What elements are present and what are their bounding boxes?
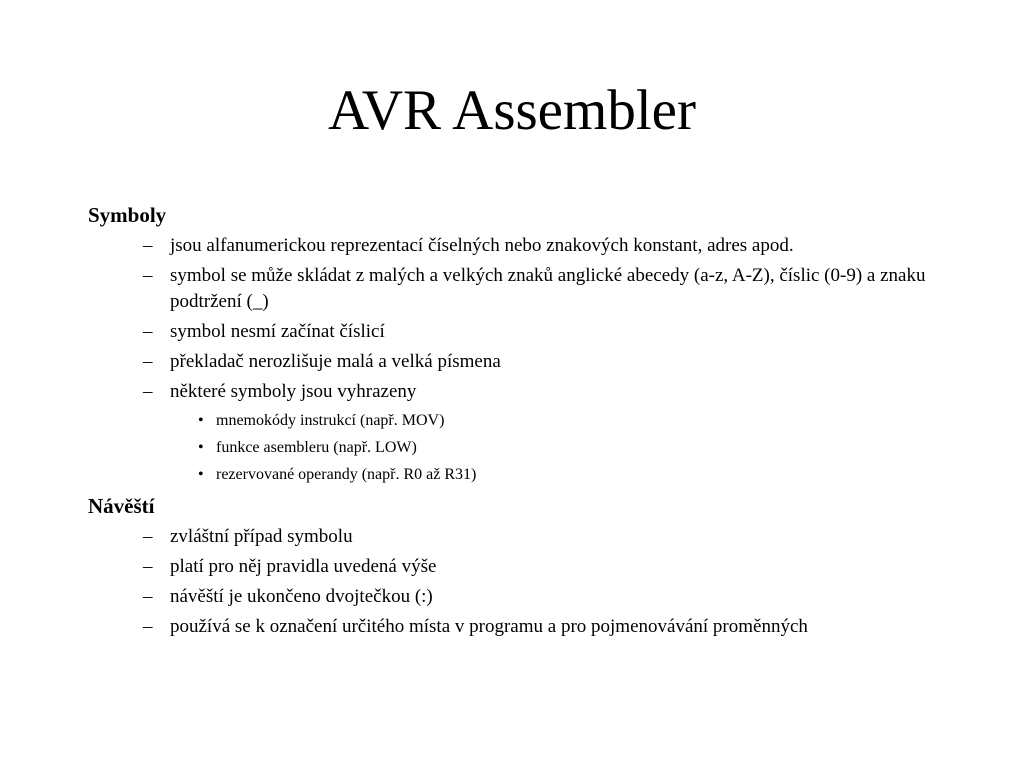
list-item-text: platí pro něj pravidla uvedená výše	[170, 556, 437, 577]
list-item-text: překladač nerozlišuje malá a velká písmena	[170, 351, 501, 372]
bullet-list	[88, 233, 968, 486]
list-item	[88, 524, 968, 550]
sub-list-item	[170, 410, 968, 432]
dash-bullet-icon: –	[143, 586, 153, 607]
sub-list-item-text: rezervované operandy (např. R0 až R31)	[216, 466, 477, 483]
list-item	[88, 349, 968, 375]
list-item-text: jsou alfanumerickou reprezentací číselných nebo znakových konstant, adres apod.	[170, 235, 794, 256]
list-item	[88, 233, 968, 259]
list-item-text: symbol nesmí začínat číslicí	[170, 321, 385, 342]
slide-content	[88, 201, 968, 640]
bullet-list	[88, 524, 968, 640]
dash-bullet-icon: –	[143, 351, 153, 372]
list-item	[88, 263, 968, 315]
dash-bullet-icon: –	[143, 381, 153, 402]
section-heading: Symboly	[88, 203, 167, 227]
dash-bullet-icon: –	[143, 265, 153, 286]
dash-bullet-icon: –	[143, 235, 153, 256]
list-item-text: symbol se může skládat z malých a velkých znaků anglické abecedy (a-z, A-Z), číslic (0-9) a znaku podtržení (_)	[170, 265, 926, 312]
list-item-text: používá se k označení určitého místa v programu a pro pojmenovávání proměnných	[170, 616, 808, 637]
list-item	[88, 554, 968, 580]
sub-list-item	[170, 437, 968, 459]
sub-list-item-text: funkce asembleru (např. LOW)	[216, 439, 417, 456]
list-item	[88, 614, 968, 640]
list-item-text: návěští je ukončeno dvojtečkou (:)	[170, 586, 433, 607]
slide-title: AVR Assembler	[328, 79, 696, 142]
list-item-text: zvláštní případ symbolu	[170, 526, 353, 547]
dot-bullet-icon: •	[198, 439, 204, 456]
section-symboly	[88, 201, 968, 486]
list-item	[88, 379, 968, 486]
dash-bullet-icon: –	[143, 526, 153, 547]
list-item	[88, 584, 968, 610]
dash-bullet-icon: –	[143, 556, 153, 577]
sub-list-item	[170, 464, 968, 486]
dash-bullet-icon: –	[143, 321, 153, 342]
list-item-text: některé symboly jsou vyhrazeny	[170, 381, 417, 402]
sub-list-item-text: mnemokódy instrukcí (např. MOV)	[216, 412, 445, 429]
section-heading: Návěští	[88, 494, 155, 518]
dash-bullet-icon: –	[143, 616, 153, 637]
list-item	[88, 319, 968, 345]
dot-bullet-icon: •	[198, 466, 204, 483]
sub-bullet-list	[170, 410, 968, 486]
dot-bullet-icon: •	[198, 412, 204, 429]
section-navesti	[88, 492, 968, 640]
